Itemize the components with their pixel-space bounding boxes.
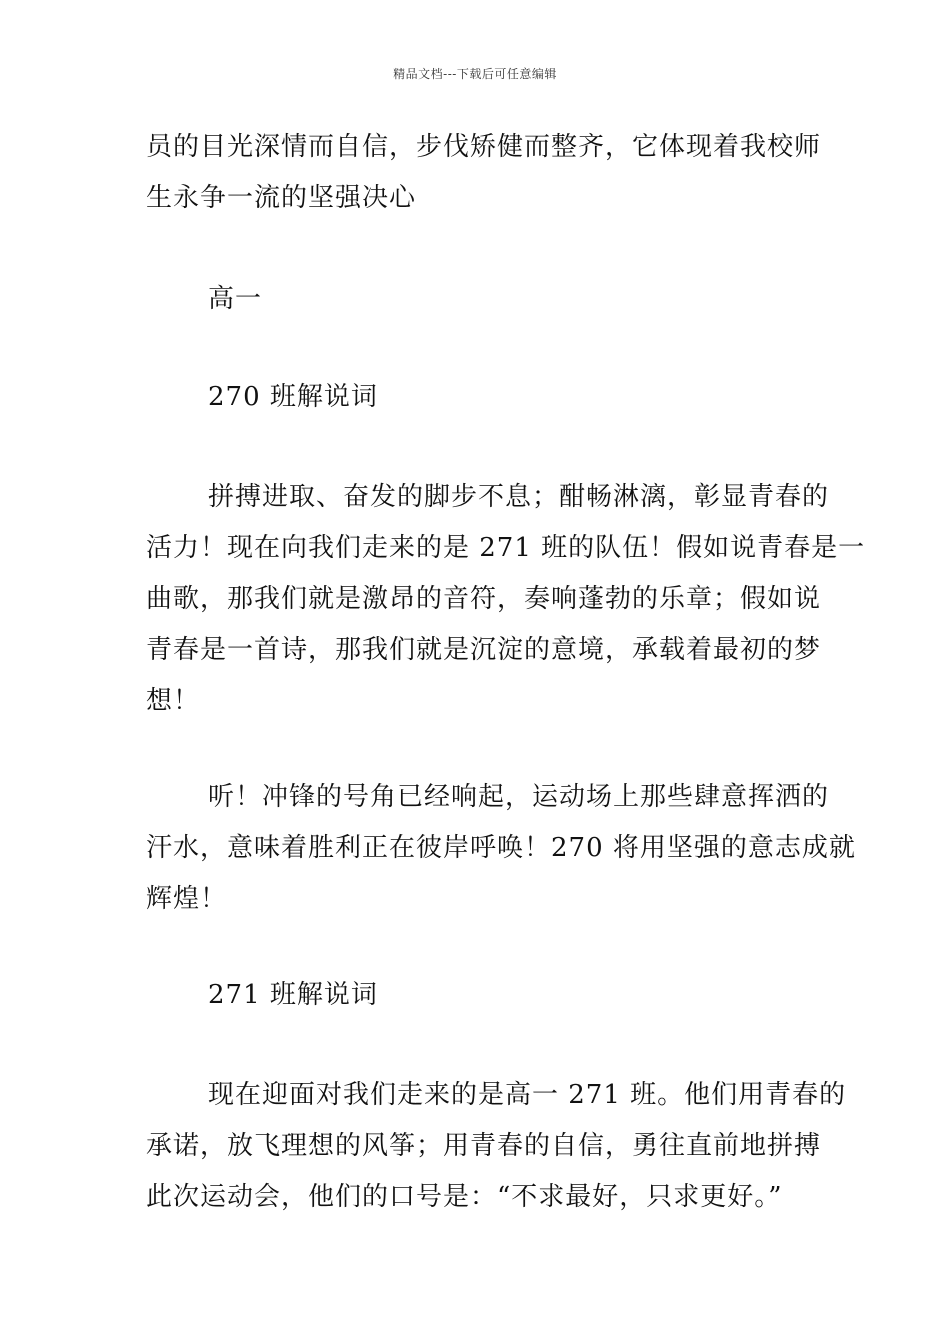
- text-line: 生永争一流的坚强决心: [146, 183, 417, 213]
- text-line: 想！: [146, 686, 201, 716]
- page-header: 精品文档---下载后可任意编辑: [393, 67, 557, 81]
- section-heading-grade: 高一: [208, 284, 263, 314]
- section-heading-271: 271 班解说词: [208, 980, 378, 1010]
- text-line: 辉煌！: [146, 884, 228, 914]
- text-line: 拼搏进取、奋发的脚步不息；酣畅淋漓，彰显青春的: [208, 482, 830, 512]
- paragraph-271-intro: [146, 1070, 847, 1223]
- text-line: 现在迎面对我们走来的是高一 271 班。他们用青春的: [208, 1080, 847, 1110]
- text-line: 听！冲锋的号角已经响起，运动场上那些肆意挥洒的: [208, 782, 830, 812]
- text-line: 员的目光深情而自信，步伐矫健而整齐，它体现着我校师: [146, 132, 822, 162]
- text-line: 汗水，意味着胜利正在彼岸呼唤！270 将用坚强的意志成就: [146, 833, 856, 863]
- text-line: 此次运动会，他们的口号是：“不求最好，只求更好。”: [146, 1182, 783, 1212]
- text-line: 曲歌，那我们就是激昂的音符，奏响蓬勃的乐章；假如说: [146, 584, 822, 614]
- text-line: 活力！现在向我们走来的是 271 班的队伍！假如说青春是一: [146, 533, 866, 563]
- text-line: 承诺，放飞理想的风筝；用青春的自信，勇往直前地拼搏: [146, 1131, 822, 1161]
- section-heading-270: 270 班解说词: [208, 382, 378, 412]
- paragraph-continuation: [146, 122, 822, 224]
- text-line: 青春是一首诗，那我们就是沉淀的意境，承载着最初的梦: [146, 635, 822, 665]
- paragraph-270-intro: [146, 472, 866, 727]
- paragraph-270-cheer: [146, 772, 856, 925]
